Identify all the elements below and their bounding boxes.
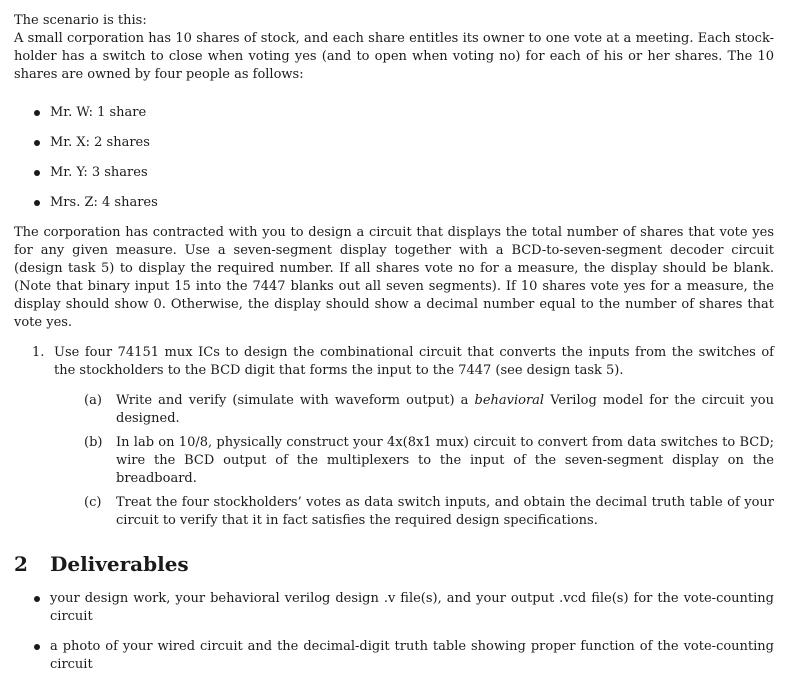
section-title: Deliverables (50, 552, 189, 576)
document-page (14, 10, 774, 686)
share-owners-list (14, 104, 774, 212)
subtask-c (84, 494, 774, 530)
section-number: 2 (14, 552, 28, 576)
subtask-label: (a) (84, 393, 102, 408)
subtask-text: Write and verify (simulate with waveform output) a (116, 393, 475, 408)
subtask-list (54, 392, 774, 530)
subtask-a (84, 392, 774, 428)
design-task-1 (14, 344, 774, 530)
section-heading-deliverables (14, 552, 774, 576)
subtask-label: (c) (84, 495, 102, 510)
list-item: Mr. X: 2 shares (34, 134, 774, 152)
task-number: 1. (32, 345, 45, 360)
subtask-text: Treat the four stockholders’ votes as data switch inputs, and obtain the decimal truth table of your circuit to verify that it in fact satisfies the required design specifications. (116, 495, 774, 528)
subtask-text-end: Verilog model for the circuit you designed. (116, 393, 774, 426)
list-item: Mr. Y: 3 shares (34, 164, 774, 182)
list-item: Mr. W: 1 share (34, 104, 774, 122)
deliverables-list (14, 590, 774, 674)
subtask-text: In lab on 10/8, physically construct your 4x(8x1 mux) circuit to convert from data switches to BCD; wire the BCD output of the multiplexers to the input of the seven-segment display on the breadboard. (116, 435, 774, 486)
list-item: a photo of your wired circuit and the decimal-digit truth table showing proper function of the vote-counting circuit (34, 638, 774, 674)
task-text: Use four 74151 mux ICs to design the combinational circuit that converts the inputs from the switches of the stockholders to the BCD digit that forms the input to the 7447 (see design task 5). (54, 345, 774, 378)
subtask-label: (b) (84, 435, 103, 450)
requirements-paragraph: The corporation has contracted with you to design a circuit that displays the total number of shares that vote yes for any given measure. Use a seven-segment display together with a BCD-to-seven-segment decoder circuit (design task 5) to display the required number. If all shares vote no for a measure, the display should be blank. (Note that binary input 15 into the 7447 blanks out all seven segments). If 10 shares vote yes for a measure, the display should show 0. Otherwise, the display should show a decimal number equal to the number of shares that vote yes. (14, 225, 774, 330)
list-item: your design work, your behavioral verilog design .v file(s), and your output .vcd file(s) for the vote-counting circuit (34, 590, 774, 626)
scenario-heading: The scenario is this: (14, 13, 147, 28)
subtask-emphasis: behavioral (474, 393, 545, 408)
list-item: Mrs. Z: 4 shares (34, 194, 774, 212)
subtask-b (84, 434, 774, 488)
scenario-paragraph: A small corporation has 10 shares of stock, and each share entitles its owner to one vote at a meeting. Each stock-holder has a switch to close when voting yes (and to open when voting no) for each of his or her shares. The 10 shares are owned by four people as follows: (14, 31, 774, 82)
